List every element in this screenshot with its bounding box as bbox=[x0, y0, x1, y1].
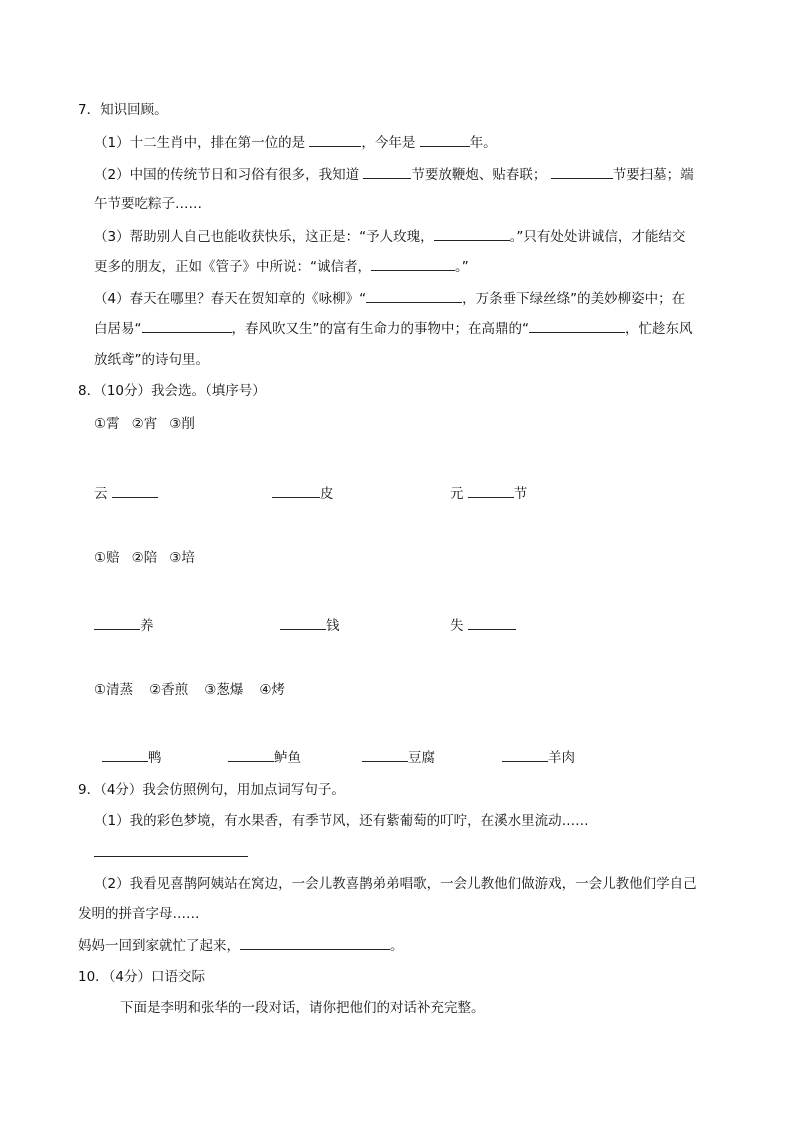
answer-blank[interactable] bbox=[529, 318, 625, 333]
answer-blank[interactable] bbox=[272, 483, 320, 498]
q7-p3-text-a: （3）帮助别人自己也能收获快乐，这正是：“予人玫瑰， bbox=[94, 229, 434, 245]
q7-p3-cont bbox=[94, 256, 469, 277]
q7-p4-text-e: ，忙趁东风 bbox=[625, 321, 693, 337]
q8-g1-blanks bbox=[94, 482, 714, 502]
option: ③削 bbox=[169, 416, 195, 432]
q8-g3-options bbox=[94, 680, 297, 700]
answer-blank[interactable] bbox=[102, 747, 148, 762]
answer-blank[interactable] bbox=[362, 747, 408, 762]
q7-p4-cont2: 放纸鸢”的诗句里。 bbox=[94, 352, 209, 368]
fill-text: 钱 bbox=[326, 618, 340, 634]
fill-item bbox=[502, 746, 575, 766]
q7-p2 bbox=[94, 164, 694, 185]
fill-item bbox=[228, 746, 301, 766]
fill-text: 节 bbox=[513, 486, 528, 502]
option: ①清蒸 bbox=[94, 682, 134, 698]
fill-text: 元 bbox=[450, 486, 468, 502]
fill-text: 羊肉 bbox=[548, 750, 575, 766]
q7-p4-text-a: （4）春天在哪里？春天在贺知章的《咏柳》“ bbox=[94, 291, 367, 307]
answer-blank[interactable] bbox=[280, 615, 326, 630]
fill-text: 鲈鱼 bbox=[274, 750, 301, 766]
q7-title: 7．知识回顾。 bbox=[78, 102, 168, 118]
q7-p4-text-c: 白居易“ bbox=[94, 321, 142, 337]
q7-p3-text-c: 更多的朋友，正如《管子》中所说：“诚信者， bbox=[94, 259, 371, 275]
q8-title: 8．（10分）我会选。（填序号） bbox=[78, 383, 266, 399]
answer-blank[interactable] bbox=[363, 164, 411, 179]
q7-p2-text-c: 节要扫墓；端 bbox=[612, 167, 694, 183]
fill-text: 豆腐 bbox=[408, 750, 435, 766]
option: ③培 bbox=[169, 550, 195, 566]
q7-p1 bbox=[94, 132, 497, 153]
answer-blank[interactable] bbox=[420, 132, 470, 147]
q7-p4-text-b: ，万条垂下绿丝绦”的美妙柳姿中；在 bbox=[462, 291, 686, 307]
answer-blank[interactable] bbox=[371, 256, 455, 271]
q9-p1-answer-line bbox=[94, 842, 248, 863]
q9-p2-answer bbox=[78, 935, 404, 956]
q9-p1: （1）我的彩色梦境，有水果香，有季节风，还有紫葡萄的叮咛，在溪水里流动…… bbox=[94, 813, 589, 829]
q8-g2-blanks bbox=[94, 614, 714, 634]
q7-p2-cont: 午节要吃粽子…… bbox=[94, 196, 202, 212]
answer-blank[interactable] bbox=[366, 288, 462, 303]
answer-blank[interactable] bbox=[142, 318, 232, 333]
q8-g3-blanks bbox=[94, 746, 714, 766]
q7-p1-text-b: ，今年是 bbox=[361, 135, 420, 151]
q7-p1-text-c: 年。 bbox=[469, 135, 497, 151]
answer-blank[interactable] bbox=[309, 132, 361, 147]
q7-p4-cont bbox=[94, 318, 693, 339]
answer-blank[interactable] bbox=[94, 615, 140, 630]
fill-text: 失 bbox=[450, 618, 468, 634]
q8-g1-options bbox=[94, 414, 207, 434]
q7-p4-text-d: ，春风吹又生”的富有生命力的事物中；在高鼎的“ bbox=[231, 321, 529, 337]
option: ②香煎 bbox=[149, 682, 189, 698]
option: ②宵 bbox=[131, 416, 158, 432]
q8-g2-options bbox=[94, 548, 207, 568]
q10-title: 10．（4分）口语交际 bbox=[78, 969, 206, 985]
q7-p3-text-d: 。” bbox=[455, 259, 469, 275]
option: ②陪 bbox=[131, 550, 158, 566]
option: ④烤 bbox=[259, 682, 285, 698]
fill-text: 云 bbox=[94, 486, 112, 502]
fill-item bbox=[362, 746, 435, 766]
option: ①赔 bbox=[94, 550, 120, 566]
q7-p1-text-a: （1）十二生肖中，排在第一位的是 bbox=[94, 135, 310, 151]
q9-p2-cont: 发明的拼音字母…… bbox=[78, 906, 200, 922]
answer-blank[interactable] bbox=[94, 842, 248, 857]
fill-text: 养 bbox=[140, 618, 154, 634]
answer-blank[interactable] bbox=[551, 164, 613, 179]
fill-item bbox=[450, 482, 527, 502]
q9-p2: （2）我看见喜鹊阿姨站在窝边，一会儿教喜鹊弟弟唱歌，一会儿教他们做游戏，一会儿教他们学自己 bbox=[94, 876, 697, 892]
fill-item bbox=[94, 614, 154, 634]
answer-blank[interactable] bbox=[468, 615, 516, 630]
q7-p2-text-a: （2）中国的传统节日和习俗有很多，我知道 bbox=[94, 167, 364, 183]
q7-p3 bbox=[94, 226, 685, 247]
q10-intro: 下面是李明和张华的一段对话，请你把他们的对话补充完整。 bbox=[120, 1000, 485, 1016]
q9-p2-prompt: 妈妈一回到家就忙了起来， bbox=[78, 938, 240, 954]
q9-p2-end: 。 bbox=[390, 938, 404, 954]
option: ③葱爆 bbox=[204, 682, 244, 698]
fill-item bbox=[450, 614, 516, 634]
answer-blank[interactable] bbox=[240, 935, 390, 950]
answer-blank[interactable] bbox=[502, 747, 548, 762]
q7-p4 bbox=[94, 288, 685, 309]
option: ①霄 bbox=[94, 416, 120, 432]
answer-blank[interactable] bbox=[434, 226, 510, 241]
answer-blank[interactable] bbox=[112, 483, 158, 498]
q7-p3-text-b: 。”只有处处讲诚信，才能结交 bbox=[509, 229, 686, 245]
fill-item bbox=[94, 482, 158, 502]
answer-blank[interactable] bbox=[468, 483, 514, 498]
q7-p2-text-b: 节要放鞭炮、贴春联； bbox=[411, 167, 551, 183]
answer-blank[interactable] bbox=[228, 747, 274, 762]
fill-item bbox=[272, 482, 334, 502]
fill-text: 皮 bbox=[320, 486, 334, 502]
q9-title: 9．（4分）我会仿照例句，用加点词写句子。 bbox=[78, 782, 345, 798]
fill-item bbox=[102, 746, 162, 766]
fill-text: 鸭 bbox=[148, 750, 162, 766]
fill-item bbox=[280, 614, 340, 634]
